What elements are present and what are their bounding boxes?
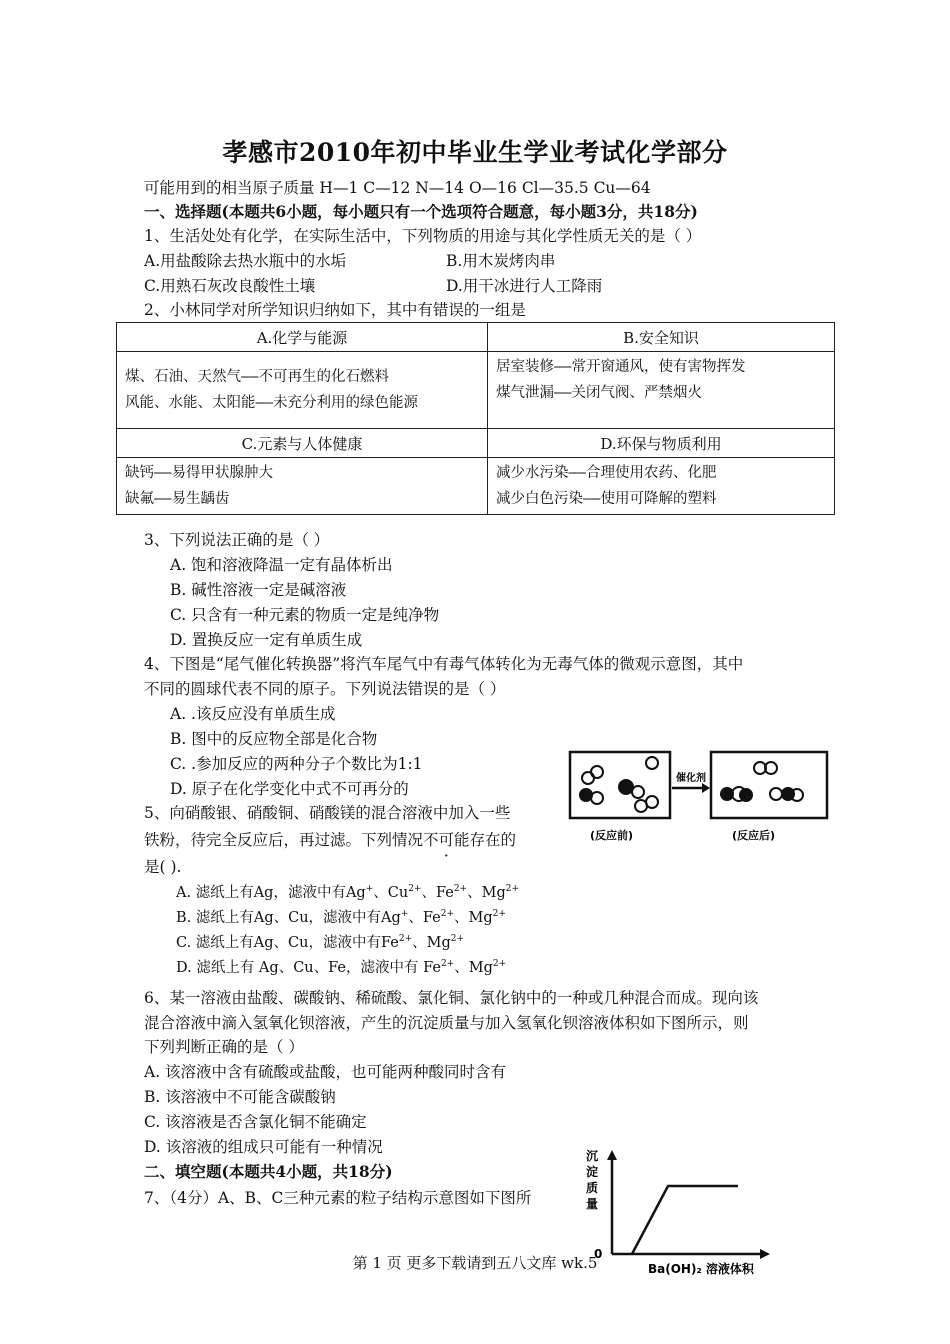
q5-stem-post: 存在的 xyxy=(469,831,517,849)
q3-option-d: D. 置换反应一定有单质生成 xyxy=(170,631,363,649)
q5-option-c: C. 滤纸上有Ag、Cu，滤液中有$Fe^{2+}$、$Mg^{2+}$ xyxy=(176,934,465,951)
y-label-4: 量 xyxy=(586,1197,599,1211)
q5-option-b: B. 滤纸上有Ag、Cu，滤液中有Ag+、$Fe^{2+}$、$Mg^{2+}$ xyxy=(176,909,506,926)
q1-option-b: B.用木炭烤肉串 xyxy=(446,252,556,270)
catalytic-converter-figure xyxy=(568,748,830,848)
q4-option-a: A. .该反应没有单质生成 xyxy=(170,705,336,723)
q5-b-text: B. 滤纸上有Ag、Cu，滤液中有Ag xyxy=(176,910,401,926)
q6-option-b: B. 该溶液中不可能含碳酸钠 xyxy=(144,1088,336,1106)
atom-white xyxy=(591,766,603,778)
q5-c-text: C. 滤纸上有Ag、Cu，滤液中有Fe xyxy=(176,935,399,951)
arrow-head-icon xyxy=(702,783,710,793)
atomic-mass-line: 可能用到的相当原子质量 H—1 C—12 N—14 O—16 Cl—35.5 Cu—64 xyxy=(144,179,651,197)
q5-emphasis: 不可能 xyxy=(423,831,470,849)
q6-stem-line-3: 下列判断正确的是（ ） xyxy=(144,1038,304,1056)
q2-cell-b-head: B.安全知识 xyxy=(488,323,835,352)
q5-d-text: D. 滤纸上有 Ag、Cu、Fe，滤液中有 Fe xyxy=(176,960,441,976)
q2-cell-a-body xyxy=(117,352,488,429)
q4-stem-line-1: 4、下图是“尾气催化转换器”将汽车尾气中有毒气体转化为无毒气体的微观示意图，其中 xyxy=(144,655,744,673)
page-footer: 第 1 页 更多下载请到五八文库 wk.5 xyxy=(352,1254,598,1272)
q3-option-b: B. 碱性溶液一定是碱溶液 xyxy=(170,581,347,599)
q5-stem-line-1: 5、向硝酸银、硝酸铜、硝酸镁的混合溶液中加入一些 xyxy=(144,804,511,822)
section-1-heading: 一、选择题(本题共6小题，每小题只有一个选项符合题意，每小题3分，共18分) xyxy=(144,202,698,221)
q2-cell-d-head: D.环保与物质利用 xyxy=(488,429,835,458)
q1-option-d: D.用干冰进行人工降雨 xyxy=(446,277,603,295)
q2-cell-d-body xyxy=(488,458,835,515)
atom-black xyxy=(739,788,753,802)
section-2-heading: 二、填空题(本题共4小题，共18分) xyxy=(144,1162,393,1181)
origin-label: 0 xyxy=(594,1247,603,1261)
q2-c-line-1: 缺钙——易得甲状腺肿大 xyxy=(125,465,273,481)
q6-stem-line-1: 6、某一溶液由盐酸、碳酸钠、稀硫酸、氯化铜、氯化钠中的一种或几种混合而成。现向该 xyxy=(144,989,759,1007)
q6-option-c: C. 该溶液是否含氯化铜不能确定 xyxy=(144,1113,367,1131)
q2-a-line-2: 风能、水能、太阳能——未充分利用的绿色能源 xyxy=(125,395,418,411)
q4-option-c: C. .参加反应的两种分子个数比为1:1 xyxy=(170,755,423,773)
atom-white xyxy=(632,786,644,798)
q7-stem: 7、（4分）A、B、C三种元素的粒子结构示意图如下图所 xyxy=(144,1189,532,1207)
q5-a-text: A. 滤纸上有Ag，滤液中有Ag xyxy=(176,885,366,901)
q2-cell-c-head: C.元素与人体健康 xyxy=(117,429,488,458)
q1-option-a: A.用盐酸除去热水瓶中的水垢 xyxy=(144,252,347,270)
after-label: (反应后) xyxy=(732,829,776,842)
catalyst-label: 催化剂 xyxy=(676,773,706,784)
y-label-3: 质 xyxy=(586,1181,599,1195)
q5-stem-line-3: 是( ). xyxy=(144,858,182,876)
q5-stem-pre: 铁粉，待完全反应后，再过滤。下列情况 xyxy=(144,831,424,849)
q6-stem-line-2: 混合溶液中滴入氢氧化钡溶液，产生的沉淀质量与加入氢氧化钡溶液体积如下图所示，则 xyxy=(144,1014,749,1032)
precipitate-curve xyxy=(632,1186,738,1254)
y-label-2: 淀 xyxy=(586,1165,599,1179)
q2-d-line-1: 减少水污染——合理使用农药、化肥 xyxy=(496,465,717,481)
q1-option-c: C.用熟石灰改良酸性土壤 xyxy=(144,277,316,295)
q2-d-line-2: 减少白色污染——使用可降解的塑料 xyxy=(496,491,717,507)
q3-option-c: C. 只含有一种元素的物质一定是纯净物 xyxy=(170,606,440,624)
q2-b-line-2: 煤气泄漏——关闭气阀、严禁烟火 xyxy=(496,385,702,401)
q4-option-b: B. 图中的反应物全部是化合物 xyxy=(170,730,378,748)
q4-stem-line-2: 不同的圆球代表不同的原子。下列说法错误的是（ ） xyxy=(144,680,506,698)
q3-stem: 3、下列说法正确的是（ ） xyxy=(144,531,330,549)
q2-c-line-2: 缺氟——易生龋齿 xyxy=(125,491,230,507)
atom-white xyxy=(646,796,658,808)
atom-white xyxy=(591,792,603,804)
q4-option-d: D. 原子在化学变化中式不可再分的 xyxy=(170,780,409,798)
y-arrow-icon xyxy=(607,1150,617,1160)
page-title: 孝感市2010年初中毕业生学业考试化学部分 xyxy=(222,138,728,167)
q2-cell-c-body xyxy=(117,458,488,515)
q2-cell-b-body xyxy=(488,352,835,429)
before-label: (反应前) xyxy=(590,829,634,842)
q2-a-line-1: 煤、石油、天然气——不可再生的化石燃料 xyxy=(125,369,389,385)
q5-stem-line-2 xyxy=(144,829,516,851)
q2-stem: 2、小林同学对所学知识归纳如下，其中有错误的一组是 xyxy=(144,301,526,319)
q5-option-d: D. 滤纸上有 Ag、Cu、Fe，滤液中有 $Fe^{2+}$、$Mg^{2+}$ xyxy=(176,959,507,976)
atom-white xyxy=(646,757,658,769)
q2-cell-a-head: A.化学与能源 xyxy=(117,323,488,352)
q1-stem: 1、生活处处有化学，在实际生活中，下列物质的用途与其化学性质无关的是（ ） xyxy=(144,227,702,245)
y-label-1: 沉 xyxy=(586,1149,599,1163)
q5-option-a: A. 滤纸上有Ag，滤液中有Ag+、$Cu^{2+}$、$Fe^{2+}$、$Mg^{2+}$ xyxy=(176,884,520,901)
atom-white xyxy=(770,788,782,800)
q2-b-line-1: 居室装修——常开窗通风，使有害物挥发 xyxy=(496,359,746,375)
q3-option-a: A. 饱和溶液降温一定有晶体析出 xyxy=(170,556,393,574)
q2-knowledge-table xyxy=(116,322,835,515)
q6-option-d: D. 该溶液的组成只可能有一种情况 xyxy=(144,1138,383,1156)
q6-option-a: A. 该溶液中含有硫酸或盐酸，也可能两种酸同时含有 xyxy=(144,1063,507,1081)
x-label: Ba(OH)₂ 溶液体积 xyxy=(648,1262,754,1276)
